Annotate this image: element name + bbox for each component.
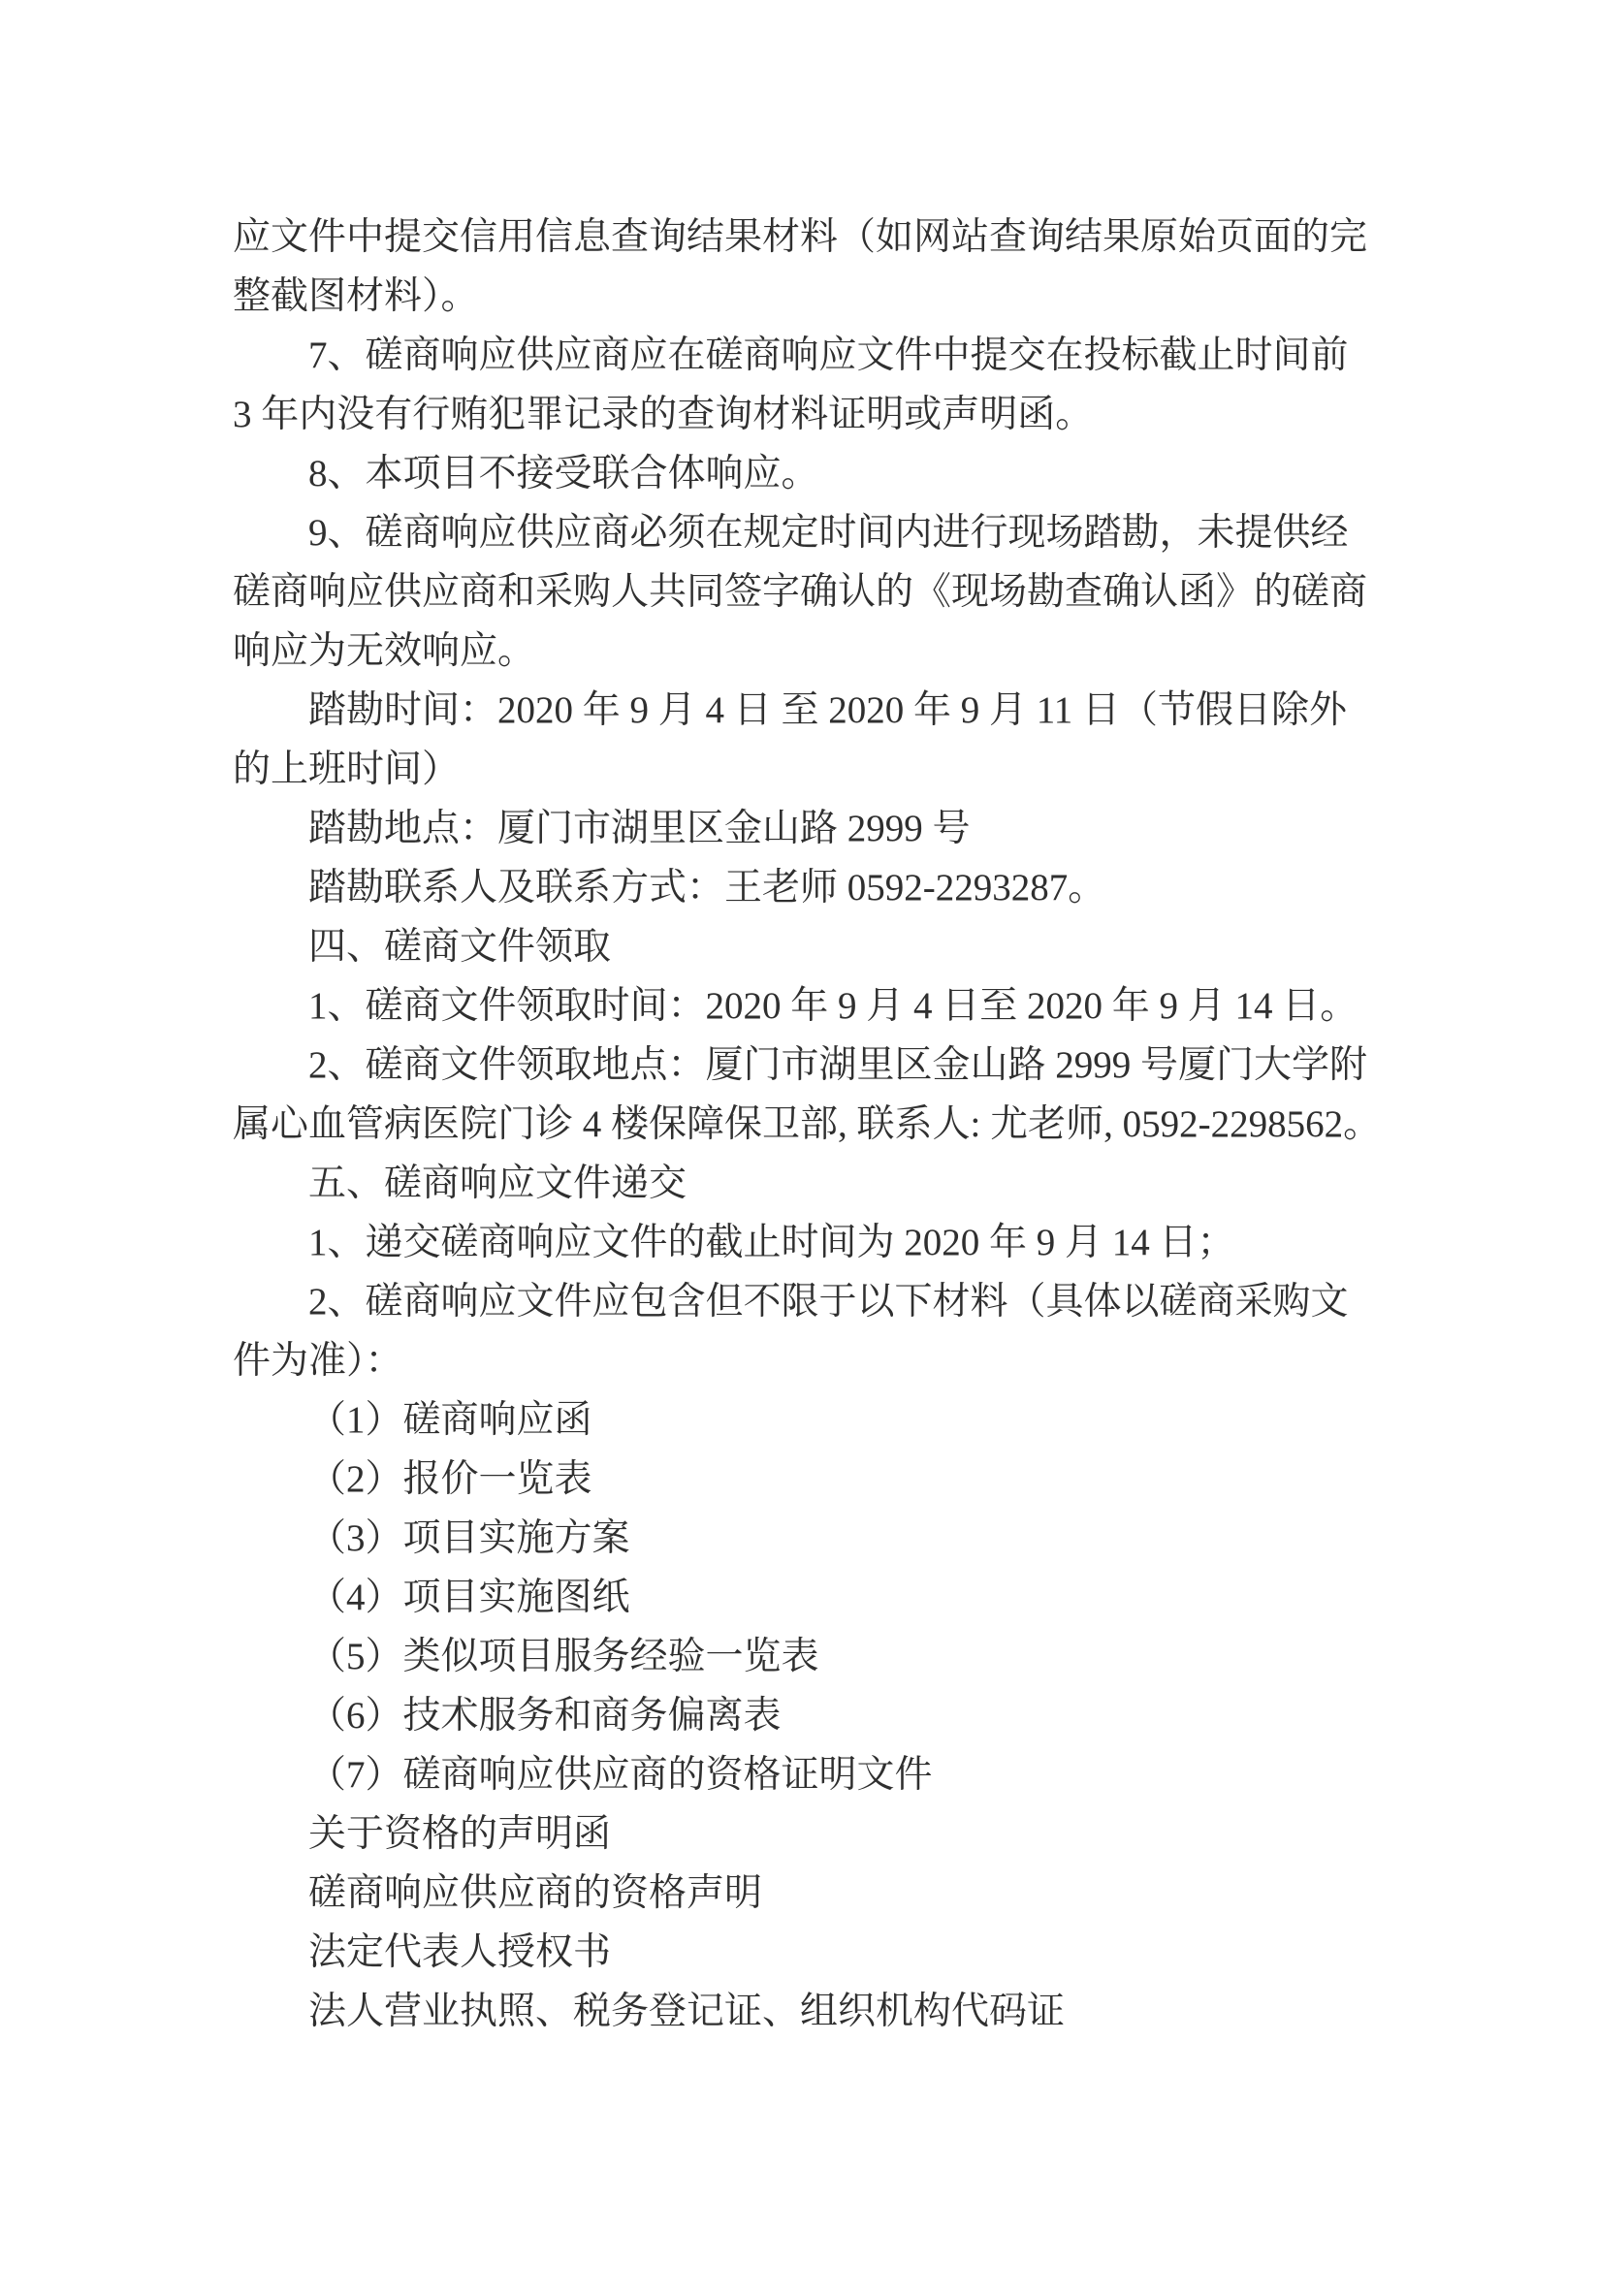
section-heading: 四、磋商文件领取 [308, 926, 612, 968]
list-item: （6）技术服务和商务偏离表 [308, 1695, 782, 1737]
text-line: 1、磋商文件领取时间：2020 年 9 月 4 日至 2020 年 9 月 14 日。 [308, 985, 1358, 1027]
text-line: 2、磋商响应文件应包含但不限于以下材料（具体以磋商采购文 [308, 1281, 1349, 1323]
text-line: 3 年内没有行贿犯罪记录的查询材料证明或声明函。 [233, 394, 1094, 435]
text-line: 7、磋商响应供应商应在磋商响应文件中提交在投标截止时间前 [308, 335, 1349, 376]
list-item: （1）磋商响应函 [308, 1399, 592, 1441]
text-line: 件为准）： [233, 1340, 403, 1382]
text-line: 整截图材料）。 [233, 275, 479, 317]
text-line: 法定代表人授权书 [308, 1931, 612, 1973]
document-text-block [233, 207, 1396, 2041]
text-line: 8、本项目不接受联合体响应。 [308, 453, 819, 494]
text-line: 9、磋商响应供应商必须在规定时间内进行现场踏勘，未提供经 [308, 512, 1349, 554]
text-line: 磋商响应供应商的资格声明 [308, 1872, 763, 1914]
text-line: 属心血管病医院门诊 4 楼保障保卫部, 联系人: 尤老师, 0592-2298562。 [233, 1103, 1382, 1145]
list-item: （3）项目实施方案 [308, 1517, 630, 1559]
text-line: 响应为无效响应。 [233, 630, 536, 672]
list-item: （5）类似项目服务经验一览表 [308, 1636, 819, 1677]
list-item: （4）项目实施图纸 [308, 1577, 630, 1618]
text-line: 踏勘时间：2020 年 9 月 4 日 至 2020 年 9 月 11 日（节假日除外 [308, 689, 1348, 731]
text-line: 应文件中提交信用信息查询结果材料（如网站查询结果原始页面的完 [233, 216, 1368, 258]
text-line: 磋商响应供应商和采购人共同签字确认的《现场勘查确认函》的磋商 [233, 571, 1368, 613]
list-item: （7）磋商响应供应商的资格证明文件 [308, 1754, 933, 1796]
text-line: 的上班时间） [233, 749, 461, 790]
section-heading: 五、磋商响应文件递交 [308, 1163, 687, 1204]
text-line: 法人营业执照、税务登记证、组织机构代码证 [308, 1991, 1066, 2032]
text-line: 1、递交磋商响应文件的截止时间为 2020 年 9 月 14 日； [308, 1222, 1235, 1263]
list-item: （2）报价一览表 [308, 1458, 592, 1500]
text-line: 踏勘联系人及联系方式：王老师 0592-2293287。 [308, 867, 1106, 909]
text-line: 关于资格的声明函 [308, 1813, 612, 1855]
text-line: 2、磋商文件领取地点：厦门市湖里区金山路 2999 号厦门大学附 [308, 1044, 1368, 1086]
text-line: 踏勘地点：厦门市湖里区金山路 2999 号 [308, 808, 971, 849]
